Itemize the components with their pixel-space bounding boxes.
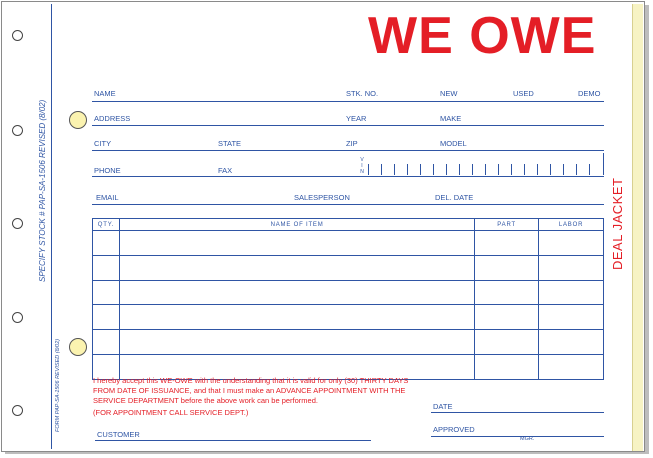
zip-label: ZIP: [346, 139, 358, 148]
phone-label: PHONE: [94, 166, 121, 175]
part-header: PART: [475, 219, 539, 231]
city-field[interactable]: [92, 150, 604, 151]
labor-cell[interactable]: [539, 330, 604, 355]
binder-hole-icon: [12, 125, 23, 136]
binder-hole-icon: [12, 30, 23, 41]
part-cell[interactable]: [475, 330, 539, 355]
qty-header: QTY.: [93, 219, 120, 231]
item-cell[interactable]: [119, 231, 474, 256]
qty-cell[interactable]: [93, 305, 120, 330]
name-label: NAME: [94, 89, 116, 98]
deal-jacket-label: DEAL JACKET: [610, 177, 625, 270]
item-cell[interactable]: [119, 330, 474, 355]
phone-field[interactable]: [92, 176, 604, 177]
qty-cell[interactable]: [93, 330, 120, 355]
email-field[interactable]: [92, 204, 604, 205]
fax-label: FAX: [218, 166, 233, 175]
items-table: [92, 218, 604, 380]
delivery-date-label: DEL. DATE: [435, 193, 474, 202]
item-name-header: NAME OF ITEM: [119, 219, 474, 231]
table-row: [93, 231, 604, 256]
part-cell[interactable]: [475, 280, 539, 305]
binder-hole-icon: [12, 405, 23, 416]
labor-cell[interactable]: [539, 305, 604, 330]
labor-cell[interactable]: [539, 255, 604, 280]
appointment-note: (FOR APPOINTMENT CALL SERVICE DEPT.): [93, 408, 249, 417]
date-field[interactable]: [431, 412, 604, 413]
stock-number-text: SPECIFY STOCK # PAP-SA-1506 REVISED (8/02): [38, 99, 47, 282]
item-cell[interactable]: [119, 280, 474, 305]
registration-dot-icon: [69, 111, 87, 129]
table-row: [93, 280, 604, 305]
vin-letter-n: N: [360, 169, 364, 175]
customer-signature-field[interactable]: [95, 440, 371, 441]
labor-cell[interactable]: [539, 280, 604, 305]
qty-cell[interactable]: [93, 280, 120, 305]
address-field[interactable]: [92, 125, 604, 126]
qty-cell[interactable]: [93, 255, 120, 280]
part-cell[interactable]: [475, 255, 539, 280]
approved-label: APPROVED: [433, 425, 475, 434]
binder-hole-icon: [12, 218, 23, 229]
used-label: USED: [513, 89, 534, 98]
labor-cell[interactable]: [539, 354, 604, 379]
year-label: YEAR: [346, 114, 367, 123]
disclaimer-text: I hereby accept this WE-OWE with the understanding that it is valid for only (30) THIRTY DAYS FROM DATE OF ISSUANCE, and that I must make an ADVANCE APPOINTMENT WITH THE SERVICE DEPARTMENT before the above work can be performed.: [93, 376, 409, 405]
labor-header: LABOR: [539, 219, 604, 231]
page-title: WE OWE: [368, 7, 597, 65]
date-label: DATE: [433, 402, 453, 411]
table-row: [93, 305, 604, 330]
vin-letter-i: I: [361, 163, 363, 169]
name-field[interactable]: [92, 101, 604, 102]
registration-dot-icon: [69, 338, 87, 356]
table-row: [93, 255, 604, 280]
part-cell[interactable]: [475, 231, 539, 256]
margin-line: [51, 4, 52, 449]
stock-number-label: STK. NO.: [346, 89, 379, 98]
demo-label: DEMO: [578, 89, 601, 98]
city-label: CITY: [94, 139, 112, 148]
labor-cell[interactable]: [539, 231, 604, 256]
binder-hole-icon: [12, 312, 23, 323]
model-label: MODEL: [440, 139, 467, 148]
customer-label: CUSTOMER: [97, 430, 140, 439]
address-label: ADDRESS: [94, 114, 131, 123]
new-label: NEW: [440, 89, 458, 98]
form-number-text: FORM PAP-SA-1506 REVISED (8/02): [55, 338, 61, 432]
make-label: MAKE: [440, 114, 462, 123]
email-label: EMAIL: [96, 193, 119, 202]
item-cell[interactable]: [119, 305, 474, 330]
item-cell[interactable]: [119, 255, 474, 280]
table-row: [93, 330, 604, 355]
vin-letter-v: V: [360, 157, 364, 163]
state-label: STATE: [218, 139, 242, 148]
salesperson-label: SALESPERSON: [294, 193, 350, 202]
part-cell[interactable]: [475, 354, 539, 379]
manager-label: MGR.: [520, 436, 535, 442]
carbon-copy-edge: [632, 4, 643, 451]
approved-signature-field[interactable]: [431, 436, 604, 437]
table-header-row: [93, 219, 604, 231]
part-cell[interactable]: [475, 305, 539, 330]
qty-cell[interactable]: [93, 231, 120, 256]
